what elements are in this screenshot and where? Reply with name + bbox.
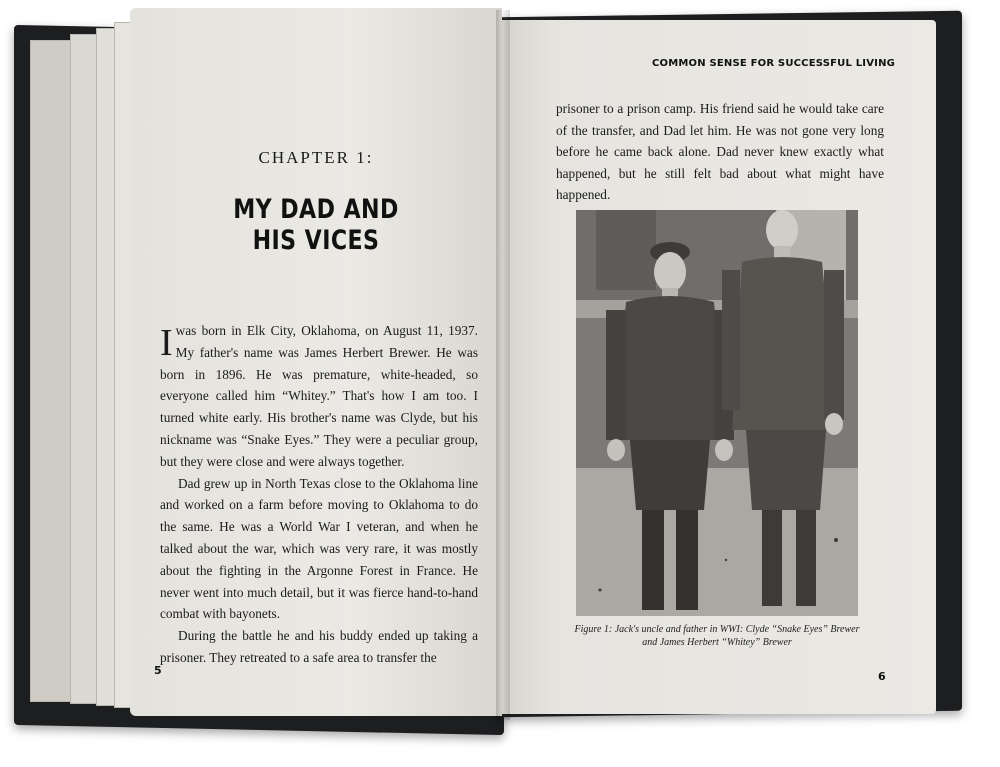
- caption-line: Figure 1: Jack's uncle and father in WWI: Clyde “Snake Eyes” Brewer: [574, 624, 860, 635]
- chapter-title: [163, 194, 468, 256]
- chapter-title-line: MY DAD AND: [233, 194, 399, 225]
- chapter-number: CHAPTER 1:: [258, 148, 374, 167]
- paragraph-text: was born in Elk City, Oklahoma, on August 11, 1937. My father's name was James Herbert Brewer. He was born in 1896. He was premature, white-headed, so everyone called him “Whitey.” That's how I am too. I turned white early. His brother's name was Clyde, but his nickname was “Snake Eyes.” They were a peculiar group, but they were close and were always together.: [160, 323, 478, 469]
- page-number-left: 5: [154, 664, 162, 677]
- caption-line: and James Herbert “Whitey” Brewer: [642, 637, 792, 648]
- paragraph: Dad grew up in North Texas close to the Oklahoma line and worked on a farm before moving to Oklahoma to do the same. He was a World War I veteran, and when he talked about the war, which was very rare, it was mostly about the fighting in the Argonne Forest in France. He never went into much detail, but it was fierce hand-to-hand combat with bayonets.: [160, 475, 478, 622]
- book-gutter: [496, 10, 510, 720]
- left-page: [130, 8, 502, 716]
- running-head: COMMON SENSE FOR SUCCESSFUL LIVING: [652, 58, 896, 69]
- paragraph: [160, 320, 478, 473]
- vintage-photo-icon: [576, 210, 858, 616]
- chapter-title-line: HIS VICES: [252, 225, 380, 256]
- figure-caption: [566, 623, 868, 649]
- left-body-text: [160, 320, 478, 669]
- right-body-text: [556, 98, 884, 206]
- paragraph: During the battle he and his buddy ended up taking a prisoner. They retreated to a safe area to transfer the: [160, 628, 478, 665]
- right-page: [502, 20, 936, 714]
- photo-illustration: [576, 210, 858, 616]
- drop-cap: I: [160, 322, 173, 364]
- page-number-right: 6: [878, 670, 886, 683]
- paragraph: prisoner to a prison camp. His friend said he would take care of the transfer, and Dad let him. He was not gone very long before he came back alone. Dad never knew exactly what happened, but he still felt bad about what might have happened.: [556, 101, 884, 203]
